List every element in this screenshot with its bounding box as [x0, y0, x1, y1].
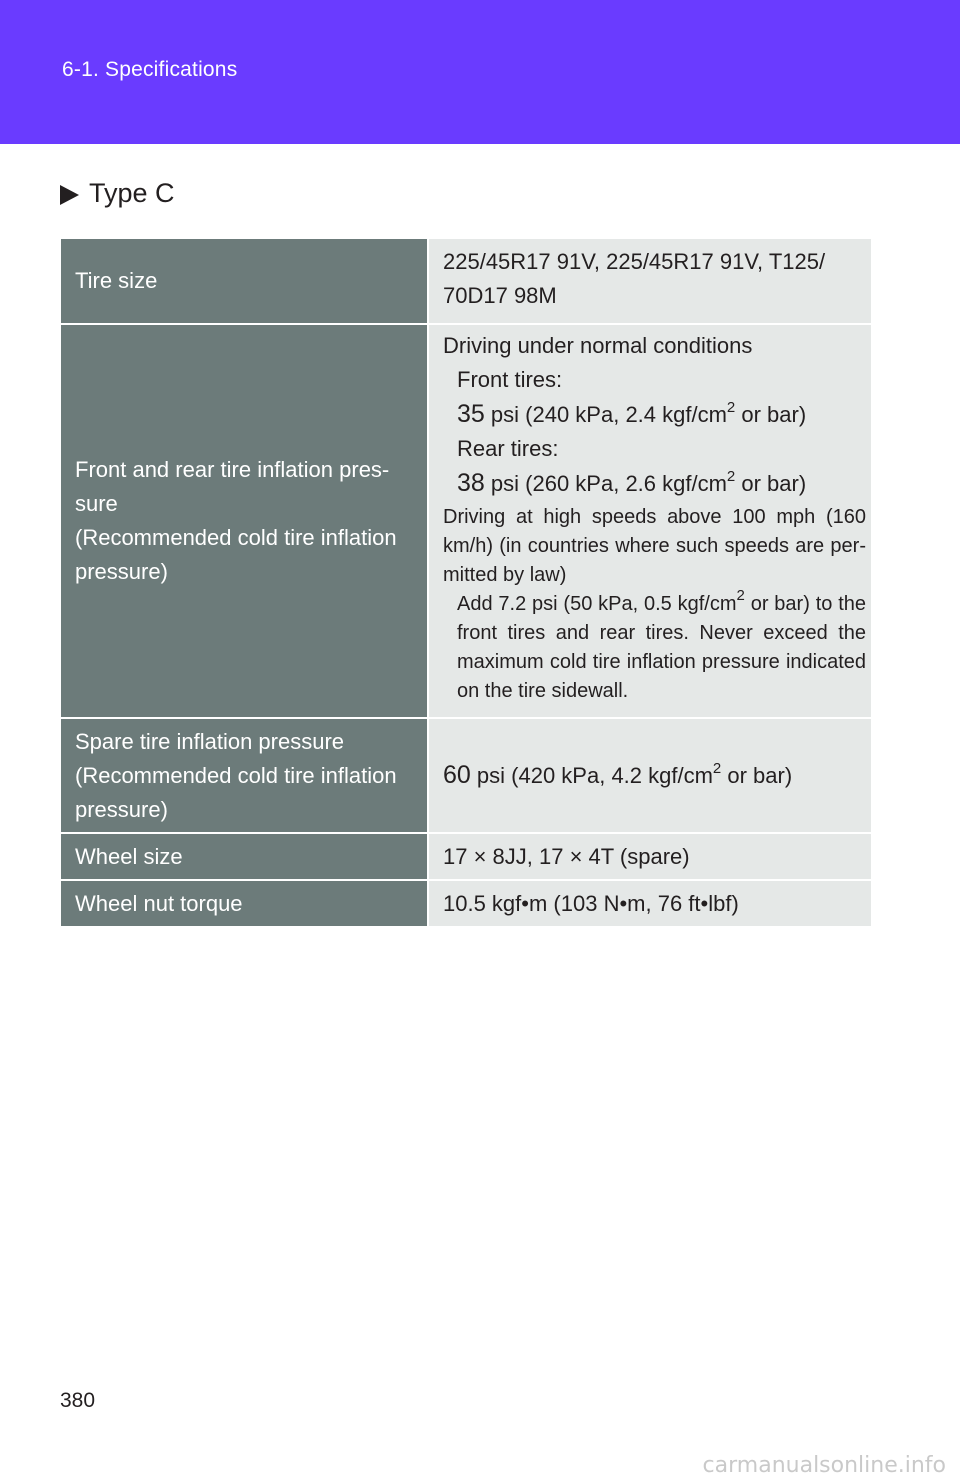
rear-tires-value	[443, 466, 866, 501]
front-psi-number: 35	[457, 400, 485, 428]
inflation-label-line3: (Recommended cold tire inflation	[75, 525, 397, 550]
spare-label-line1: Spare tire inflation pressure	[75, 728, 345, 754]
rear-sup: 2	[726, 468, 736, 485]
normal-conditions-heading: Driving under normal conditions	[443, 333, 753, 358]
spare-psi-number: 60	[443, 761, 471, 789]
rear-psi-number: 38	[457, 469, 485, 497]
spare-end-text: or bar)	[721, 763, 793, 788]
header-band	[0, 0, 960, 144]
table-row	[61, 239, 871, 324]
subsection-title: Type C	[89, 178, 175, 208]
add-pressure-note	[443, 587, 867, 706]
front-tires-label: Front tires:	[457, 367, 563, 392]
tire-size-value-line2: 70D17 98M	[443, 283, 557, 308]
front-end-text: or bar)	[735, 402, 807, 427]
triangle-bullet-icon	[60, 185, 79, 205]
wheel-size-value: 17 × 8JJ, 17 × 4T (spare)	[428, 833, 871, 880]
add-sup: 2	[736, 587, 745, 604]
tire-size-value-line1: 225/45R17 91V, 225/45R17 91V, T125/	[443, 249, 826, 274]
inflation-label	[61, 324, 428, 718]
subsection-heading	[60, 178, 175, 209]
spare-value	[428, 718, 871, 833]
table-row	[61, 324, 871, 718]
high-speed-text: Driving at high speeds above 100 mph (160 km/h) (in countries where such speeds are per-mitted by law)	[443, 506, 866, 586]
front-sup: 2	[726, 399, 736, 416]
tire-size-value	[428, 239, 871, 324]
inflation-value	[428, 324, 871, 718]
spare-sup: 2	[712, 760, 722, 777]
rear-unit-text: psi (260 kPa, 2.6 kgf/cm	[484, 471, 727, 496]
inflation-label-line4: pressure)	[75, 559, 168, 584]
spare-label-line3: pressure)	[75, 796, 168, 822]
tire-size-label: Tire size	[61, 239, 428, 324]
spare-label	[61, 718, 428, 833]
wheel-nut-label: Wheel nut torque	[61, 880, 428, 927]
table-row	[61, 833, 871, 880]
spare-label-line2: (Recommended cold tire inflation	[75, 762, 397, 788]
spare-unit-text: psi (420 kPa, 4.2 kgf/cm	[470, 763, 713, 788]
watermark: carmanualsonline.info	[702, 1453, 946, 1478]
inflation-label-line2: sure	[75, 491, 118, 516]
rear-end-text: or bar)	[735, 471, 807, 496]
table-row	[61, 880, 871, 927]
wheel-nut-value: 10.5 kgf•m (103 N•m, 76 ft•lbf)	[428, 880, 871, 927]
page-number: 380	[60, 1389, 96, 1412]
rear-tires-label: Rear tires:	[457, 436, 559, 461]
section-title: 6-1. Specifications	[62, 58, 238, 81]
front-tires-value	[443, 397, 866, 432]
front-unit-text: psi (240 kPa, 2.4 kgf/cm	[484, 402, 727, 427]
inflation-label-line1: Front and rear tire inflation pres-	[75, 457, 390, 482]
wheel-size-label: Wheel size	[61, 833, 428, 880]
add-text-end: or bar) to the front tires and rear tires. Never exceed the maximum cold tire inflation pressure indicated on the tire sidewall.	[457, 593, 867, 702]
table-row	[61, 718, 871, 833]
add-text-start: Add 7.2 psi (50 kPa, 0.5 kgf/cm	[457, 593, 737, 615]
specifications-table	[61, 239, 871, 928]
